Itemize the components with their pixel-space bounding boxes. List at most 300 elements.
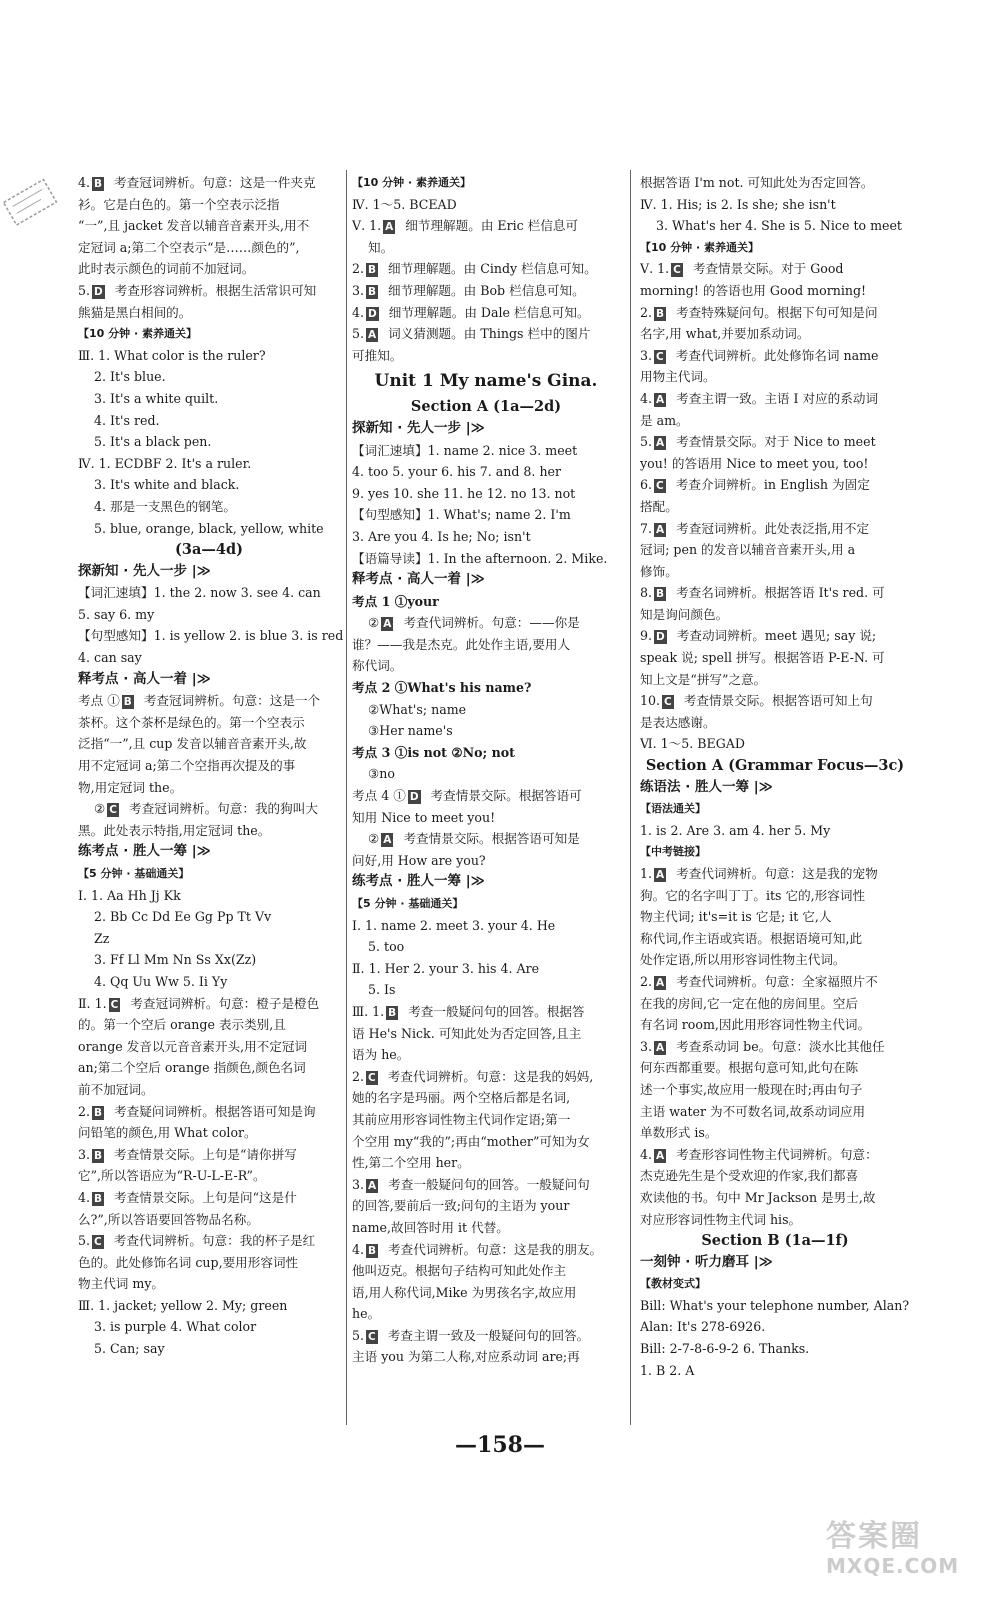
answer-letter-box: B	[123, 696, 132, 709]
text-line	[640, 755, 910, 777]
text-line	[78, 841, 340, 863]
line-text: 探新知 · 先人一步 |≫	[78, 562, 211, 579]
text-line	[352, 172, 620, 194]
line-text: 探新知 · 先人一步 |≫	[352, 419, 485, 436]
text-line	[640, 539, 910, 561]
line-text: 2.	[78, 1103, 91, 1119]
text-line	[640, 561, 910, 583]
line-text: 3.	[78, 1146, 91, 1162]
text-line	[640, 302, 910, 324]
line-text: 对应形容词性物主代词 his。	[640, 1211, 802, 1227]
line-text: 在我的房间,它一定在他的房间里。空后	[640, 995, 859, 1011]
text-line	[640, 1014, 910, 1036]
text-line	[352, 1023, 620, 1045]
text-line	[640, 1079, 910, 1101]
line-text: 考点 ①	[78, 693, 120, 709]
line-text: Section B (1a—1f)	[701, 1232, 849, 1250]
line-text: 4. 那是一支黑色的钢笔。	[94, 498, 236, 514]
text-line	[352, 1325, 620, 1347]
answer-letter-box: B	[94, 1106, 103, 1119]
line-text: 狗。它的名字叫丁丁。its 它的,形容词性	[640, 887, 866, 903]
line-text: Ⅳ. 1～5. BCEAD	[352, 196, 457, 212]
text-line	[640, 798, 910, 820]
line-text: 泛指“一”,且 cup 发音以辅音音素开头,故	[78, 736, 307, 752]
text-line	[78, 820, 340, 842]
line-text: 3.	[640, 347, 653, 363]
text-line	[78, 885, 340, 907]
answer-letter-box: B	[94, 1192, 103, 1205]
text-line	[352, 1044, 620, 1066]
text-line	[640, 582, 910, 604]
line-text: 物主代词; it's=it is 它是; it 它,人	[640, 909, 832, 925]
text-line	[640, 496, 910, 518]
text-line	[640, 885, 910, 907]
line-text: 【10 分钟 · 素养通关】	[640, 240, 759, 254]
explanation-text: 细节理解题。由 Eric 栏信息可	[405, 218, 579, 234]
line-text: 练考点 · 胜人一筹 |≫	[78, 843, 211, 860]
text-line	[352, 612, 620, 634]
text-line	[640, 323, 910, 345]
text-line	[640, 928, 910, 950]
text-line	[78, 172, 340, 194]
text-line	[640, 1273, 910, 1295]
line-text: Section A (Grammar Focus—3c)	[645, 757, 905, 775]
line-text: 4.	[640, 390, 653, 406]
text-line	[78, 366, 340, 388]
answer-letter-box: A	[656, 437, 665, 450]
explanation-text: 考查情景交际。上句是问“这是什	[114, 1189, 297, 1205]
line-text: ②	[368, 831, 380, 847]
line-text: 问铅笔的颜色,用 What color。	[78, 1125, 257, 1141]
line-text: 【中考链接】	[640, 845, 706, 859]
line-text: 3.	[640, 1038, 653, 1054]
line-text: 物主代词 my。	[78, 1276, 165, 1292]
line-text: 释考点 · 高人一着 |≫	[352, 571, 485, 588]
text-line	[78, 777, 340, 799]
answer-letter-box: C	[94, 1236, 102, 1249]
line-text: Bill: What's your telephone number, Alan?	[640, 1297, 910, 1313]
explanation-text: 考查特殊疑问句。根据下句可知是问	[676, 304, 878, 320]
line-text: 5. blue, orange, black, yellow, white	[94, 520, 324, 536]
line-text: 名字,用 what,并要加系动词。	[640, 326, 810, 342]
line-text: 4. Qq Uu Ww 5. Ii Yy	[94, 973, 228, 989]
text-line	[78, 669, 340, 691]
explanation-text: 考查情景交际。根据答语可知上句	[683, 693, 873, 709]
text-line	[78, 755, 340, 777]
line-text: 2. It's blue.	[94, 369, 166, 385]
answer-letter-box: D	[409, 791, 419, 804]
text-line	[640, 1187, 910, 1209]
line-text: 【10 分钟 · 素养通关】	[352, 176, 471, 189]
line-text: 3. What's her 4. She is 5. Nice to meet	[656, 218, 902, 234]
line-text: morning! 的答语也用 Good morning!	[640, 282, 867, 298]
line-text: 茶杯。这个茶杯是绿色的。第一个空表示	[78, 714, 305, 730]
line-text: 此时表示颜色的词前不加冠词。	[78, 261, 255, 277]
column-divider	[346, 170, 347, 1425]
text-line	[352, 915, 620, 937]
text-line	[78, 453, 340, 475]
line-text: 2.	[352, 1068, 365, 1084]
line-text: he。	[352, 1306, 381, 1322]
text-line	[78, 798, 340, 820]
text-line	[352, 258, 620, 280]
line-text: 7.	[640, 520, 653, 536]
answer-letter-box: C	[664, 696, 672, 709]
line-text: Ⅴ. 1.	[352, 218, 382, 234]
line-text: 主语 you 为第二人称,对应系动词 are;再	[352, 1349, 580, 1365]
explanation-text: 考查代词辨析。句意：我的杯子是红	[113, 1233, 316, 1249]
line-text: Ⅰ. 1. name 2. meet 3. your 4. He	[352, 917, 556, 933]
line-text: 4.	[352, 1241, 365, 1257]
text-line	[640, 712, 910, 734]
explanation-text: 细节理解题。由 Bob 栏信息可知。	[388, 282, 585, 298]
watermark-logo	[826, 1520, 986, 1586]
text-line	[78, 1252, 340, 1274]
explanation-text: 词义猜测题。由 Things 栏中的图片	[388, 326, 591, 342]
answer-letter-box: D	[656, 631, 665, 644]
text-line	[640, 518, 910, 540]
line-text: Ⅵ. 1～5. BEGAD	[640, 736, 745, 752]
text-line	[78, 863, 340, 885]
line-text: 练语法 · 胜人一筹 |≫	[640, 778, 773, 795]
text-line	[640, 625, 910, 647]
text-line	[78, 496, 340, 518]
line-text: 考点 1 ①your	[352, 593, 439, 609]
text-line	[640, 410, 910, 432]
text-line	[78, 1101, 340, 1123]
text-line	[352, 345, 620, 367]
text-line	[640, 1252, 910, 1274]
text-line	[640, 1209, 910, 1231]
line-text: 8.	[640, 585, 653, 601]
line-text: Ⅳ. 1. His; is 2. Is she; she isn't	[640, 196, 836, 212]
text-line	[78, 410, 340, 432]
text-line	[640, 1316, 910, 1338]
line-text: 他叫迈克。根据句子结构可知此处作主	[352, 1263, 567, 1279]
line-text: 语 He's Nick. 可知此处为否定回答,且主	[352, 1025, 582, 1041]
text-line	[640, 1338, 910, 1360]
answer-letter-box: D	[94, 285, 103, 298]
text-line	[352, 1109, 620, 1131]
line-text: 【语篇导读】1. In the afternoon. 2. Mike.	[352, 550, 608, 566]
text-line	[78, 1209, 340, 1231]
text-line	[352, 1217, 620, 1239]
answer-letter-box: C	[109, 804, 118, 817]
line-text: Ⅱ. 1. Her 2. your 3. his 4. Are	[352, 960, 540, 976]
text-line	[352, 1131, 620, 1153]
text-line	[352, 591, 620, 613]
line-text: 用物主代词。	[640, 369, 716, 385]
explanation-text: 考查代词辨析。句意：这是我的朋友。	[388, 1241, 603, 1257]
answer-letter-box: C	[656, 350, 664, 363]
text-line	[640, 258, 910, 280]
text-line	[78, 1230, 340, 1252]
text-line	[352, 1239, 620, 1261]
answer-letter-box: A	[368, 329, 377, 342]
line-text: “一”,且 jacket 发音以辅音音素开头,用不	[78, 218, 310, 234]
text-line	[352, 742, 620, 764]
line-text: Ⅳ. 1. ECDBF 2. It's a ruler.	[78, 455, 252, 471]
text-line	[352, 323, 620, 345]
line-text: 根据答语 I'm not. 可知此处为否定回答。	[640, 175, 874, 190]
line-text: 释考点 · 高人一着 |≫	[78, 670, 211, 687]
explanation-text: 考查冠词辨析。句意：这是一件夹克	[114, 175, 316, 190]
answer-letter-box: C	[673, 264, 681, 277]
explanation-text: 考查情景交际。根据答语可	[430, 788, 582, 804]
text-line	[78, 928, 340, 950]
line-text: 3. Are you 4. Is he; No; isn't	[352, 528, 531, 544]
text-line	[78, 194, 340, 216]
line-text: 考点 4 ①	[352, 788, 406, 804]
text-line	[352, 677, 620, 699]
text-line	[640, 280, 910, 302]
text-line	[352, 440, 620, 462]
text-line	[640, 1230, 910, 1252]
answer-letter-box: A	[383, 618, 392, 631]
text-line	[640, 669, 910, 691]
line-text: 谁？——我是杰克。此处作主语,要用人	[352, 636, 571, 652]
line-text: 5.	[352, 1327, 365, 1343]
text-line	[352, 634, 620, 656]
text-line	[640, 647, 910, 669]
explanation-text: 考查代词辨析。此处修饰名词 name	[675, 347, 879, 363]
text-line	[352, 828, 620, 850]
text-line	[352, 699, 620, 721]
column-middle	[352, 172, 620, 1368]
line-text: Ⅲ. 1.	[352, 1003, 385, 1019]
explanation-text: 考查形容词辨析。根据生活常识可知	[114, 282, 317, 298]
line-text: an;第二个空后 orange 指颜色,颜色名词	[78, 1060, 306, 1076]
line-text: 10.	[640, 693, 661, 709]
line-text: 【句型感知】1. What's; name 2. I'm	[352, 507, 571, 523]
explanation-text: 考查代词辨析。句意：这是我的宠物	[676, 866, 878, 881]
line-text: 处作定语,所以用形容词性物主代词。	[640, 952, 846, 968]
answer-letter-box: B	[94, 1149, 103, 1162]
answer-letter-box: B	[368, 285, 377, 298]
line-text: 衫。它是白色的。第一个空表示泛指	[78, 196, 280, 212]
text-line	[78, 690, 340, 712]
text-line	[352, 1260, 620, 1282]
line-text: 语为 he。	[352, 1047, 410, 1063]
line-text: 2.	[352, 261, 365, 277]
text-line	[78, 625, 344, 647]
text-line	[352, 504, 620, 526]
text-line	[352, 1001, 620, 1023]
text-line	[640, 1295, 910, 1317]
explanation-text: 考查名词辨析。根据答语 It's red. 可	[676, 585, 885, 601]
text-line	[78, 474, 340, 496]
explanation-text: 考查介词辨析。in English 为固定	[675, 477, 870, 493]
text-line	[352, 396, 620, 418]
answer-letter-box: A	[368, 1179, 377, 1192]
text-line	[78, 582, 340, 604]
text-line	[640, 820, 910, 842]
text-line	[640, 453, 910, 475]
text-line	[78, 1122, 340, 1144]
line-text: ②	[94, 801, 106, 817]
text-line	[78, 1165, 340, 1187]
line-text: 修饰。	[640, 563, 678, 579]
line-text: 练考点 · 胜人一筹 |≫	[352, 873, 485, 890]
text-line	[352, 655, 620, 677]
text-line	[640, 841, 910, 863]
answer-letter-box: A	[656, 523, 665, 536]
line-text: 5. too	[368, 939, 405, 955]
line-text: ③no	[368, 766, 395, 782]
explanation-text: 考查冠词辨析。句意：橙子是橙色	[130, 995, 320, 1011]
line-text: 性,第二个空用 her。	[352, 1155, 470, 1171]
line-text: 是 am。	[640, 412, 689, 428]
text-line	[352, 871, 620, 893]
line-text: 黑。此处表示特指,用定冠词 the。	[78, 822, 271, 838]
line-text: 知用 Nice to meet you!	[352, 809, 496, 825]
text-line	[352, 302, 620, 324]
page-number: —158—	[455, 1432, 545, 1458]
text-line	[640, 366, 910, 388]
line-text: 5.	[352, 326, 365, 342]
text-line	[78, 323, 340, 345]
line-text: 欢读他的书。句中 Mr Jackson 是男士,故	[640, 1189, 876, 1205]
text-line	[352, 936, 620, 958]
line-text: 4. too 5. your 6. his 7. and 8. her	[352, 464, 562, 480]
text-line	[78, 345, 340, 367]
answer-letter-box: B	[94, 178, 103, 190]
line-text: ②What's; name	[368, 701, 467, 717]
text-line	[352, 958, 620, 980]
text-line	[78, 1316, 340, 1338]
answer-letter-box: A	[656, 393, 665, 406]
line-text: 可推知。	[352, 347, 403, 363]
line-text: 色的。此处修饰名词 cup,要用形容词性	[78, 1254, 299, 1270]
line-text: you! 的答语用 Nice to meet you, too!	[640, 455, 869, 471]
line-text: 【词汇速填】1. name 2. nice 3. meet	[352, 442, 578, 458]
line-text: 5. say 6. my	[78, 606, 155, 622]
text-line	[352, 763, 620, 785]
answer-letter-box: C	[656, 480, 664, 493]
text-line	[78, 539, 340, 561]
explanation-text: 考查情景交际。对于 Good	[692, 261, 844, 277]
line-text: 她的名字是玛丽。两个空格后都是名词,	[352, 1090, 571, 1106]
text-line	[640, 215, 910, 237]
text-line	[352, 785, 620, 807]
answer-letter-box: A	[656, 869, 665, 881]
explanation-text: 考查主谓一致及一般疑问句的回答。	[387, 1327, 590, 1343]
answer-letter-box: C	[110, 998, 119, 1011]
line-text: 熊猫是黑白相间的。	[78, 304, 192, 320]
explanation-text: 考查代词辨析。句意：——你是	[403, 615, 580, 631]
text-line	[78, 1057, 340, 1079]
text-line	[640, 388, 910, 410]
text-line	[640, 474, 910, 496]
text-line	[78, 561, 340, 583]
line-text: 【语法通关】	[640, 802, 706, 816]
explanation-text: 考查冠词辨析。此处表泛指,用不定	[676, 520, 870, 536]
line-text: Ⅴ. 1.	[640, 261, 670, 277]
line-text: 5.	[78, 282, 91, 298]
text-line	[640, 1360, 910, 1382]
line-text: 知上文是“拼写”之意。	[640, 671, 767, 687]
line-text: 2. Bb Cc Dd Ee Gg Pp Tt Vv	[94, 909, 272, 925]
text-line	[352, 850, 620, 872]
line-text: 3.	[352, 1176, 365, 1192]
text-line	[640, 863, 910, 885]
line-text: 4.	[352, 304, 365, 320]
watermark-line2: MXQE.COM	[826, 1554, 960, 1578]
text-line	[78, 258, 340, 280]
text-line	[640, 1101, 910, 1123]
line-text: Section A (1a—2d)	[410, 398, 562, 416]
line-text: 3.	[352, 282, 365, 298]
text-line	[640, 1057, 910, 1079]
text-line	[352, 237, 620, 259]
text-line	[352, 483, 620, 505]
text-line	[352, 215, 620, 237]
text-line	[640, 733, 910, 755]
column-right	[640, 172, 910, 1381]
line-text: 知。	[368, 239, 394, 255]
text-line	[640, 777, 910, 799]
explanation-text: 考查情景交际。对于 Nice to meet	[676, 434, 876, 450]
watermark-line1: 答案圈	[826, 1519, 922, 1554]
text-line	[78, 949, 340, 971]
line-text: 2.	[640, 304, 653, 320]
explanation-text: 考查情景交际。上句是“请你拼写	[114, 1146, 297, 1162]
explanation-text: 考查主谓一致。主语 I 对应的系动词	[676, 390, 879, 406]
explanation-text: 考查冠词辨析。句意：我的狗叫大	[129, 801, 318, 817]
line-text: 9. yes 10. she 11. he 12. no 13. not	[352, 485, 576, 501]
text-line	[352, 720, 620, 742]
line-text: 杰克逊先生是个受欢迎的作家,我们都喜	[640, 1168, 859, 1184]
text-line	[78, 647, 340, 669]
text-line	[78, 971, 340, 993]
line-text: 3. It's white and black.	[94, 477, 240, 493]
answer-letter-box: A	[656, 1041, 665, 1054]
answer-letter-box: D	[368, 307, 377, 320]
text-line	[640, 1144, 910, 1166]
explanation-text: 考查动词辨析。meet 遇见; say 说;	[676, 628, 877, 644]
text-line	[352, 418, 620, 440]
answer-letter-box: A	[656, 976, 665, 989]
line-text: orange 发音以元音音素开头,用不定冠词	[78, 1038, 308, 1054]
line-text: 有名词 room,因此用形容词性物主代词。	[640, 1017, 871, 1033]
line-text: 3. is purple 4. What color	[94, 1319, 257, 1335]
text-line	[352, 1152, 620, 1174]
line-text: 【词汇速填】1. the 2. now 3. see 4. can	[78, 585, 321, 601]
answer-letter-box: B	[368, 1244, 377, 1257]
answer-letter-box: B	[388, 1006, 397, 1019]
text-line	[78, 237, 340, 259]
line-text: 3. Ff Ll Mm Nn Ss Xx(Zz)	[94, 952, 257, 968]
line-text: 考点 3 ①is not ②No; not	[352, 744, 515, 760]
line-text: Ⅲ. 1. What color is the ruler?	[78, 347, 266, 363]
text-line	[78, 1144, 340, 1166]
text-line	[352, 569, 620, 591]
text-line	[352, 1346, 620, 1368]
text-line	[78, 604, 340, 626]
line-text: 1. B 2. A	[640, 1362, 695, 1378]
text-line	[640, 906, 910, 928]
answer-letter-box: A	[385, 221, 394, 234]
text-line	[78, 388, 340, 410]
answer-letter-box: C	[368, 1071, 376, 1084]
line-text: Zz	[94, 930, 110, 946]
explanation-text: 细节理解题。由 Dale 栏信息可知。	[388, 304, 590, 320]
text-line	[352, 1195, 620, 1217]
column-divider	[630, 170, 631, 1425]
line-text: Ⅰ. 1. Aa Hh Jj Kk	[78, 887, 181, 903]
text-line	[352, 979, 620, 1001]
text-line	[640, 971, 910, 993]
